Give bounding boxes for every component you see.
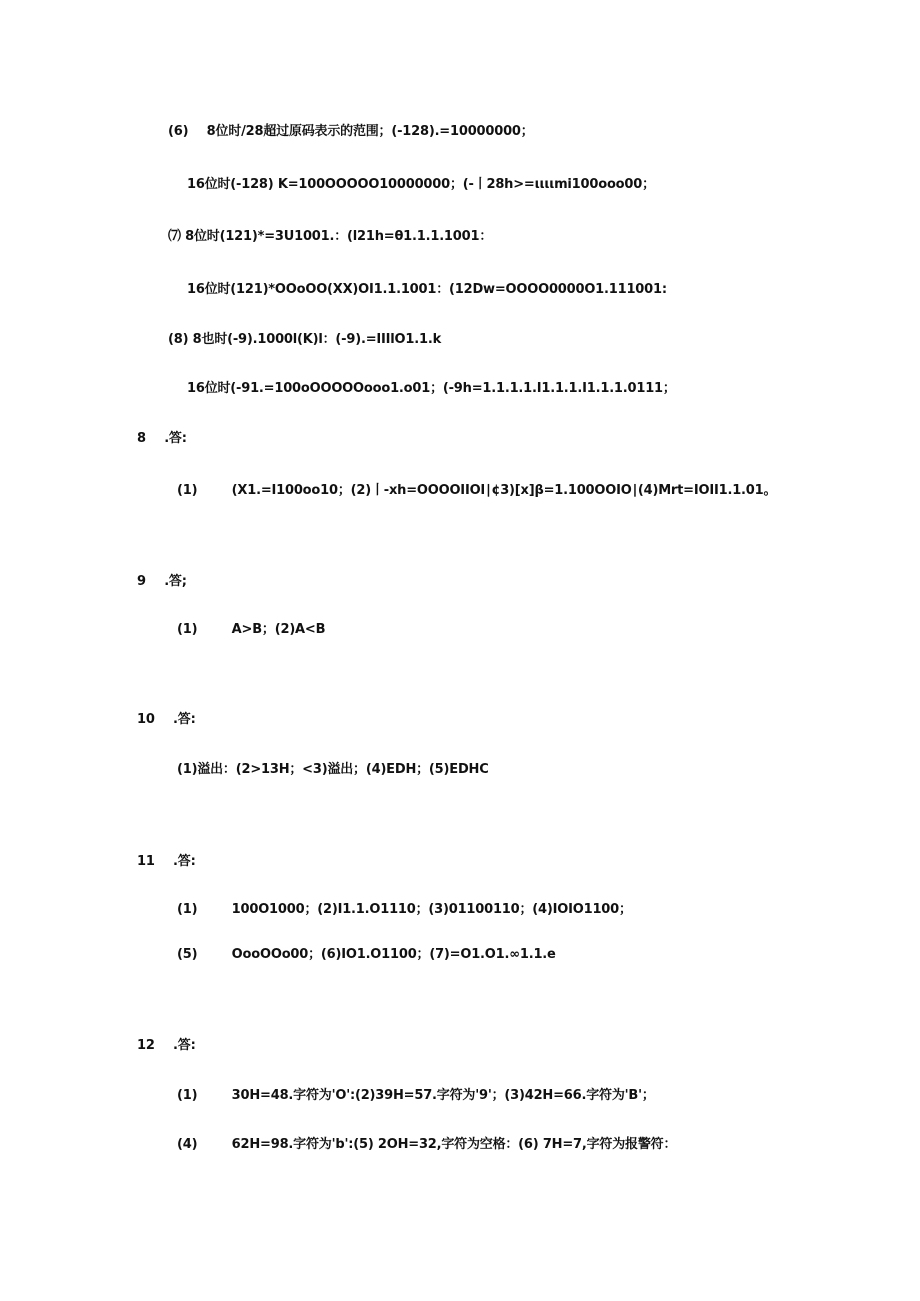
q7-item6-label: (6) (168, 124, 189, 139)
q11-answer-line2 (177, 943, 556, 962)
q11-label2: (5) (177, 947, 198, 962)
q12-answer-line2 (177, 1133, 676, 1152)
q10-heading (137, 708, 196, 727)
q8-heading (137, 427, 187, 446)
q10-head: .答: (173, 712, 196, 727)
q7-item8-line2: 16位时(-91.=100oOOOOOooo1.o01；(-9h=1.1.1.1.I1.1.1.I1.1.1.0111； (187, 381, 676, 396)
q7-item7-text1: 8位时(121)*=3U1001.：(l21h=θ1.1.1.1001： (185, 229, 493, 244)
q8-number: 8 (137, 431, 146, 446)
q11-head: .答: (173, 854, 196, 869)
q9-answer (177, 618, 325, 637)
q9-head: .答; (164, 574, 187, 589)
q12-number: 12 (137, 1038, 155, 1053)
q7-item6-text1: 8位时/28超过原码表示的范围；(-128).=10000000； (206, 124, 534, 139)
q12-heading (137, 1034, 196, 1053)
q8-head: .答: (164, 431, 187, 446)
q7-item7-line1 (168, 225, 492, 244)
q10-number: 10 (137, 712, 155, 727)
q11-number: 11 (137, 854, 155, 869)
q9-label: (1) (177, 622, 198, 637)
q7-item7-line2: 16位时(121)*OOoOO(XX)OI1.1.1001：(12Dw=OOOO0000O1.111001: (187, 282, 667, 297)
q9-text: A>B；(2)A<B (231, 622, 326, 637)
q11-text2: OooOOo00；(6)IO1.O1100；(7)=O1.O1.∞1.1.e (231, 947, 556, 962)
q12-head: .答: (173, 1038, 196, 1053)
q10-answer: (1)溢出：(2>13H；<3)溢出；(4)EDH；(5)EDHC (177, 762, 489, 777)
q11-answer-line1 (177, 898, 632, 917)
q7-item7-label: ⑺ (168, 229, 181, 244)
q12-answer-line1 (177, 1084, 655, 1103)
q8-answer (177, 479, 776, 498)
q12-text1: 30H=48.字符为'O':(2)39H=57.字符为'9'；(3)42H=66.字符为'B'； (231, 1088, 655, 1103)
q9-heading (137, 570, 187, 589)
q11-heading (137, 850, 196, 869)
q11-text1: 100O1000；(2)I1.1.O1110；(3)01100110；(4)IOIO1100； (231, 902, 632, 917)
q12-label1: (1) (177, 1088, 198, 1103)
q11-label1: (1) (177, 902, 198, 917)
q7-item6-line1 (168, 120, 534, 139)
q12-label2: (4) (177, 1137, 198, 1152)
q7-item8-label: (8) (168, 332, 189, 347)
q8-label: (1) (177, 483, 198, 498)
q7-item8-text1: 8也时(-9).1000l(K)l：(-9).=IIIlO1.1.k (192, 332, 442, 347)
q9-number: 9 (137, 574, 146, 589)
q7-item8-line1 (168, 328, 441, 347)
q12-text2: 62H=98.字符为'b':(5) 2OH=32,字符为空格：(6) 7H=7,字符为报警符： (231, 1137, 677, 1152)
q8-text: (X1.=I100oo10；(2)丨-xh=OOOOIIOI∣¢3)[x]β=1.100OOIO∣(4)Mrt=IOII1.1.01。 (231, 483, 777, 498)
q7-item6-line2: 16位时(-128) K=100OOOOO10000000；(-丨28h>=ιιιιmi100ooo00； (187, 177, 655, 192)
